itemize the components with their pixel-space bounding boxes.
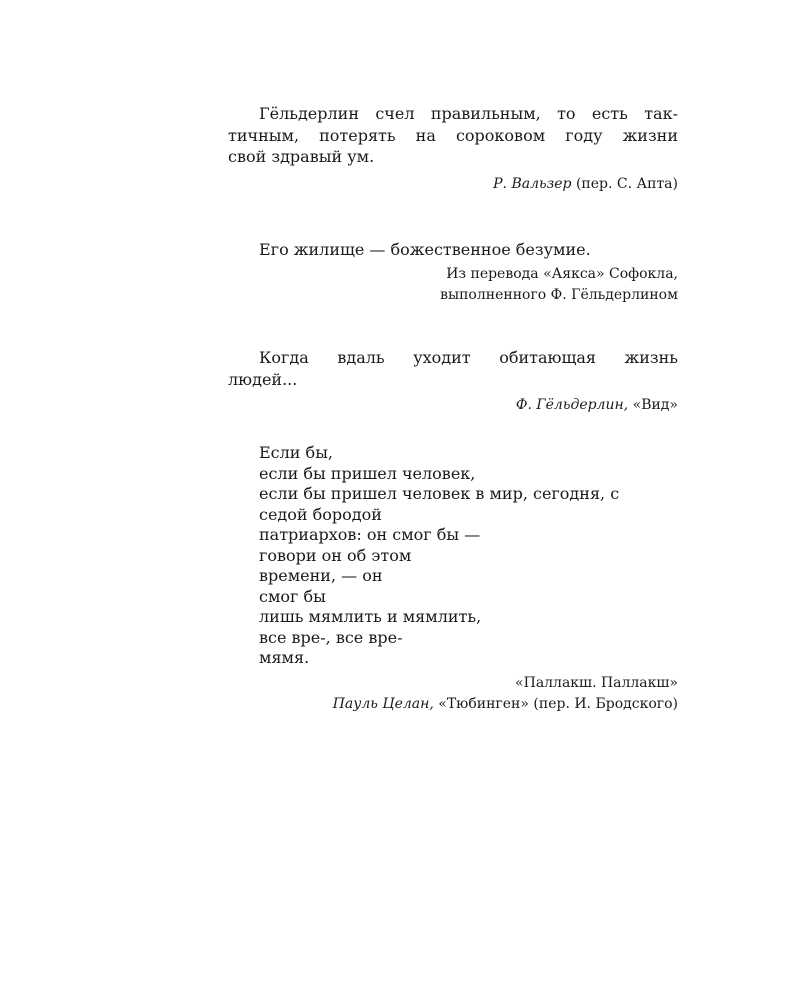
poem-line: все вре-, все вре- [259, 627, 403, 647]
epigraph-line: Его жилище — божественное безумие. [259, 239, 591, 259]
poem-line: мямя. [259, 648, 310, 667]
epigraph-line: свой здравый ум. [228, 147, 375, 166]
epigraph-celan-poem [228, 443, 678, 669]
attribution-author: Р. Вальзер [493, 175, 572, 192]
poem-line: времени, — он [259, 566, 383, 585]
poem-line: смог бы [259, 586, 326, 606]
epigraph-celan-attribution [228, 694, 678, 715]
epigraph-walser-attribution [228, 174, 678, 195]
epigraph-page [228, 103, 678, 715]
attribution-source: «Тюбинген» (пер. И. Бродского) [438, 695, 678, 712]
poem-line: если бы пришел человек в мир, сегодня, с [259, 484, 620, 503]
epigraph-ajax-attribution [228, 264, 678, 306]
epigraph-ajax-text [228, 239, 678, 261]
poem-line: говори он об этом [259, 545, 412, 565]
epigraph-line: Когда вдаль уходит обитающая жизнь [259, 348, 678, 367]
poem-closing-line: «Паллакш. Паллакш» [515, 674, 678, 691]
epigraph-view-attribution [228, 395, 678, 416]
epigraph-walser-text [228, 103, 678, 168]
poem-line: если бы пришел человек, [259, 463, 476, 483]
poem-line: седой бородой [259, 504, 382, 524]
attribution-source-line: Из перевода «Аякса» Софокла, [446, 266, 678, 282]
poem-line: патриархов: он смог бы — [259, 525, 481, 544]
attribution-author: Ф. Гёльдерлин, [515, 397, 629, 413]
epigraph-line: Гёльдерлин счел правильным, то есть так- [259, 104, 678, 123]
attribution-source: (пер. С. Апта) [575, 175, 678, 192]
attribution-source-line: выполненного Ф. Гёльдерлином [440, 287, 678, 303]
poem-line: лишь мямлить и мямлить, [259, 607, 482, 626]
epigraph-line: людей... [228, 369, 298, 389]
poem-line: Если бы, [259, 443, 334, 462]
attribution-source: «Вид» [632, 397, 678, 413]
attribution-author: Пауль Целан, [332, 695, 434, 712]
epigraph-view-text [228, 347, 678, 390]
epigraph-line: тичным, потерять на сороковом году жизни [228, 125, 678, 145]
